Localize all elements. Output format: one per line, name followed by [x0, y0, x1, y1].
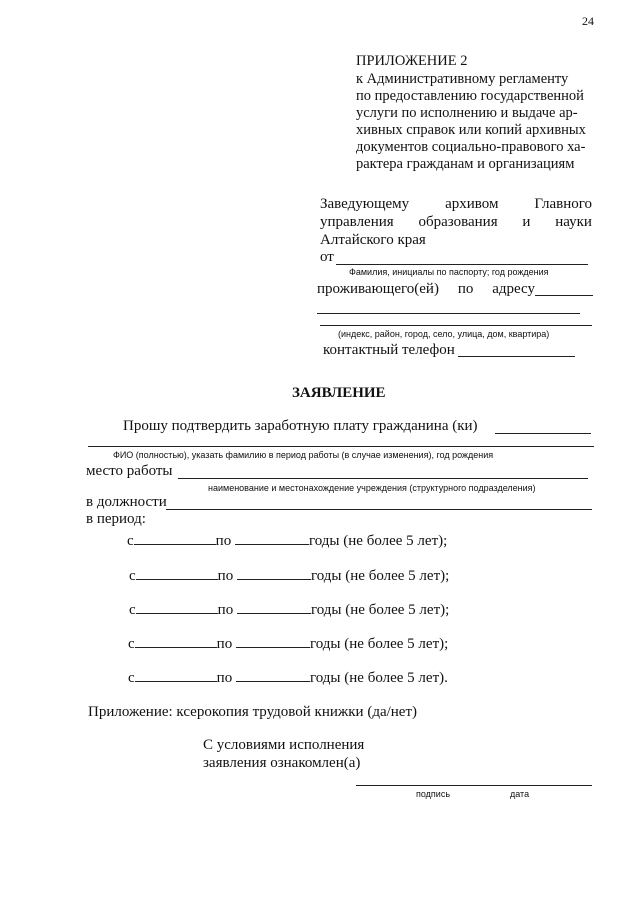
addressee-line-1 — [320, 196, 592, 213]
period-from-field[interactable] — [136, 565, 218, 580]
period-row — [129, 599, 449, 619]
period-suffix: годы (не более 5 лет). — [309, 670, 448, 686]
fio-caption: ФИО (полностью), указать фамилию в период работы (в случае изменения), год рождения — [113, 450, 494, 460]
period-to-field[interactable] — [237, 565, 311, 580]
name-caption: Фамилия, инициалы по паспорту; год рождения — [349, 267, 549, 277]
citizen-name-field-1[interactable] — [495, 433, 591, 434]
period-from-field[interactable] — [134, 530, 216, 545]
period-to-label: по — [217, 602, 234, 618]
appendix-line: по предоставлению государственной — [356, 88, 584, 104]
period-row — [128, 633, 448, 653]
phone-label: контактный телефон — [323, 342, 455, 358]
workplace-field[interactable] — [178, 478, 588, 479]
appendix-line: хивных справок или копий архивных — [356, 122, 586, 138]
statement-title: ЗАЯВЛЕНИЕ — [292, 385, 386, 401]
period-row — [129, 565, 449, 585]
appendix-line: рактера гражданам и организациям — [356, 156, 575, 172]
period-suffix: годы (не более 5 лет); — [309, 636, 449, 652]
period-to-field[interactable] — [236, 667, 310, 682]
request-text: Прошу подтвердить заработную плату гражданина (ки) — [123, 418, 478, 434]
appendix-title: ПРИЛОЖЕНИЕ 2 — [356, 53, 468, 69]
address-field-1[interactable] — [535, 295, 593, 296]
period-label: в период: — [86, 511, 146, 527]
period-suffix: годы (не более 5 лет); — [310, 568, 450, 584]
appendix-line: услуги по исполнению и выдаче ар- — [356, 105, 578, 121]
period-suffix: годы (не более 5 лет); — [310, 602, 450, 618]
addressee-word: науки — [555, 214, 592, 230]
workplace-caption: наименование и местонахождение учреждения (структурного подразделения) — [208, 483, 536, 493]
period-from-label: с — [128, 670, 135, 686]
addressee-word: образования — [418, 214, 498, 230]
citizen-name-field-2[interactable] — [88, 446, 594, 447]
address-field-3[interactable] — [320, 325, 592, 326]
period-row — [128, 667, 448, 687]
period-from-label: с — [129, 568, 136, 584]
page-number: 24 — [582, 14, 594, 28]
period-to-field[interactable] — [236, 633, 310, 648]
period-from-label: с — [129, 602, 136, 618]
period-to-label: по — [217, 568, 234, 584]
acknowledge-line-1: С условиями исполнения — [203, 737, 365, 753]
period-to-field[interactable] — [237, 599, 311, 614]
date-caption: дата — [510, 789, 530, 799]
addressee-word: и — [522, 214, 531, 230]
workplace-label: место работы — [86, 463, 173, 479]
period-from-field[interactable] — [135, 633, 217, 648]
residence-line — [317, 281, 535, 298]
period-row — [127, 530, 447, 550]
period-from-field[interactable] — [135, 667, 217, 682]
appendix-line: документов социально-правового ха- — [356, 139, 586, 155]
addressee-word: управления — [320, 214, 394, 230]
addressee-word: Заведующему — [320, 196, 410, 212]
position-field[interactable] — [166, 509, 592, 510]
residence-word: адресу — [492, 281, 535, 297]
period-from-label: с — [128, 636, 135, 652]
addressee-region: Алтайского края — [320, 232, 426, 248]
address-caption: (индекс, район, город, село, улица, дом, квартира) — [338, 329, 550, 339]
addressee-word: архивом — [445, 196, 499, 212]
period-suffix: годы (не более 5 лет); — [308, 533, 448, 549]
appendix-line: к Административному регламенту — [356, 71, 569, 87]
signature-date-field[interactable] — [356, 785, 592, 786]
phone-field[interactable] — [458, 356, 575, 357]
applicant-name-field[interactable] — [336, 264, 588, 265]
attachment-text: Приложение: ксерокопия трудовой книжки (да/нет) — [88, 704, 418, 720]
period-to-label: по — [216, 670, 233, 686]
period-to-label: по — [216, 636, 233, 652]
signature-caption: подпись — [416, 789, 451, 799]
period-from-field[interactable] — [136, 599, 218, 614]
period-from-label: с — [127, 533, 134, 549]
position-label: в должности — [86, 494, 167, 510]
addressee-word: Главного — [534, 196, 592, 212]
addressee-line-2 — [320, 214, 592, 231]
from-label: от — [320, 249, 334, 265]
residence-word: по — [457, 281, 474, 297]
acknowledge-line-2: заявления ознакомлен(а) — [203, 755, 361, 771]
period-to-label: по — [215, 533, 232, 549]
address-field-2[interactable] — [317, 313, 580, 314]
period-to-field[interactable] — [235, 530, 309, 545]
residence-word: проживающего(ей) — [317, 281, 439, 297]
